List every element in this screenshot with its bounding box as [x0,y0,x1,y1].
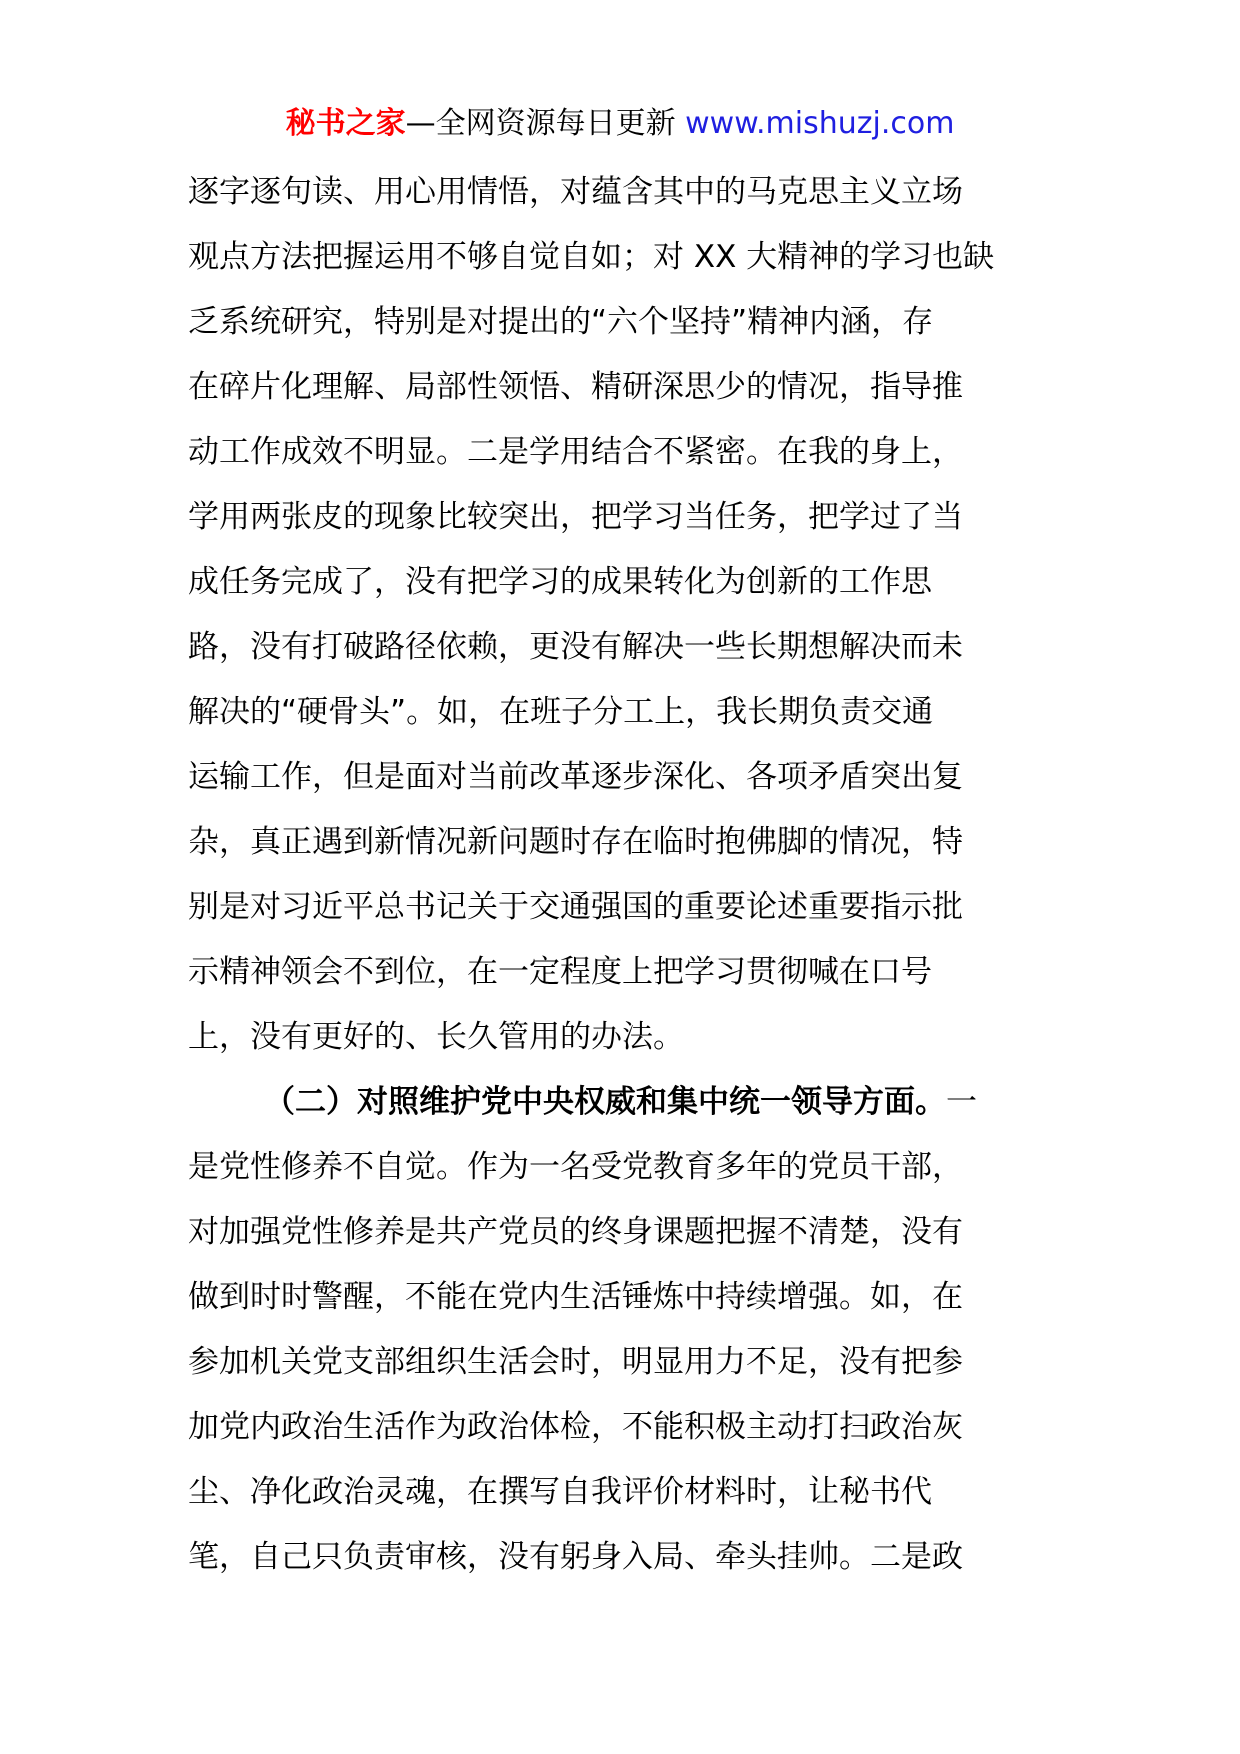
text-line: 别是对习近平总书记关于交通强国的重要论述重要指示批 [188,889,963,925]
document-body [188,160,1068,1590]
text-line: 学用两张皮的现象比较突出，把学习当任务，把学过了当 [188,499,963,535]
text-line: 笔，自己只负责审核，没有躬身入局、牵头挂帅。二是政 [188,1539,963,1575]
text-line: 对加强党性修养是共产党员的终身课题把握不清楚，没有 [188,1214,963,1250]
text-line: 尘、净化政治灵魂，在撰写自我评价材料时，让秘书代 [188,1474,932,1510]
text-line: 在碎片化理解、局部性领悟、精研深思少的情况，指导推 [188,369,963,405]
text-line: 运输工作，但是面对当前改革逐步深化、各项矛盾突出复 [188,759,963,795]
text-line: 解决的“硬骨头”。如，在班子分工上，我长期负责交通 [188,694,934,730]
header-tagline: —全网资源每日更新 [405,106,686,141]
text-line: 做到时时警醒，不能在党内生活锤炼中持续增强。如，在 [188,1279,963,1315]
section-heading-line [188,1070,1068,1135]
text-line: 观点方法把握运用不够自觉自如；对 XX 大精神的学习也缺 [188,239,995,275]
header-site-link[interactable]: www.mishuzj.com [685,106,955,141]
text-line: 是党性修养不自觉。作为一名受党教育多年的党员干部， [188,1149,963,1185]
text-line: 乏系统研究，特别是对提出的“六个坚持”精神内涵，存 [188,304,934,340]
text-line: 加党内政治生活作为政治体检，不能积极主动打扫政治灰 [188,1409,963,1445]
text-line: 动工作成效不明显。二是学用结合不紧密。在我的身上， [188,434,963,470]
text-line: 示精神领会不到位，在一定程度上把学习贯彻喊在口号 [188,954,932,990]
section-heading-continuation: 一 [946,1084,977,1120]
text-line: 逐字逐句读、用心用情悟，对蕴含其中的马克思主义立场 [188,174,963,210]
text-line: 上，没有更好的、长久管用的办法。 [188,1019,684,1055]
text-line: 杂，真正遇到新情况新问题时存在临时抱佛脚的情况，特 [188,824,963,860]
text-line: 路，没有打破路径依赖，更没有解决一些长期想解决而未 [188,629,963,665]
text-line: 参加机关党支部组织生活会时，明显用力不足，没有把参 [188,1344,963,1380]
header-brand: 秘书之家 [285,106,406,141]
section-heading: （二）对照维护党中央权威和集中统一领导方面。 [264,1084,946,1120]
text-line: 成任务完成了，没有把学习的成果转化为创新的工作思 [188,564,932,600]
page-header [0,100,1240,148]
